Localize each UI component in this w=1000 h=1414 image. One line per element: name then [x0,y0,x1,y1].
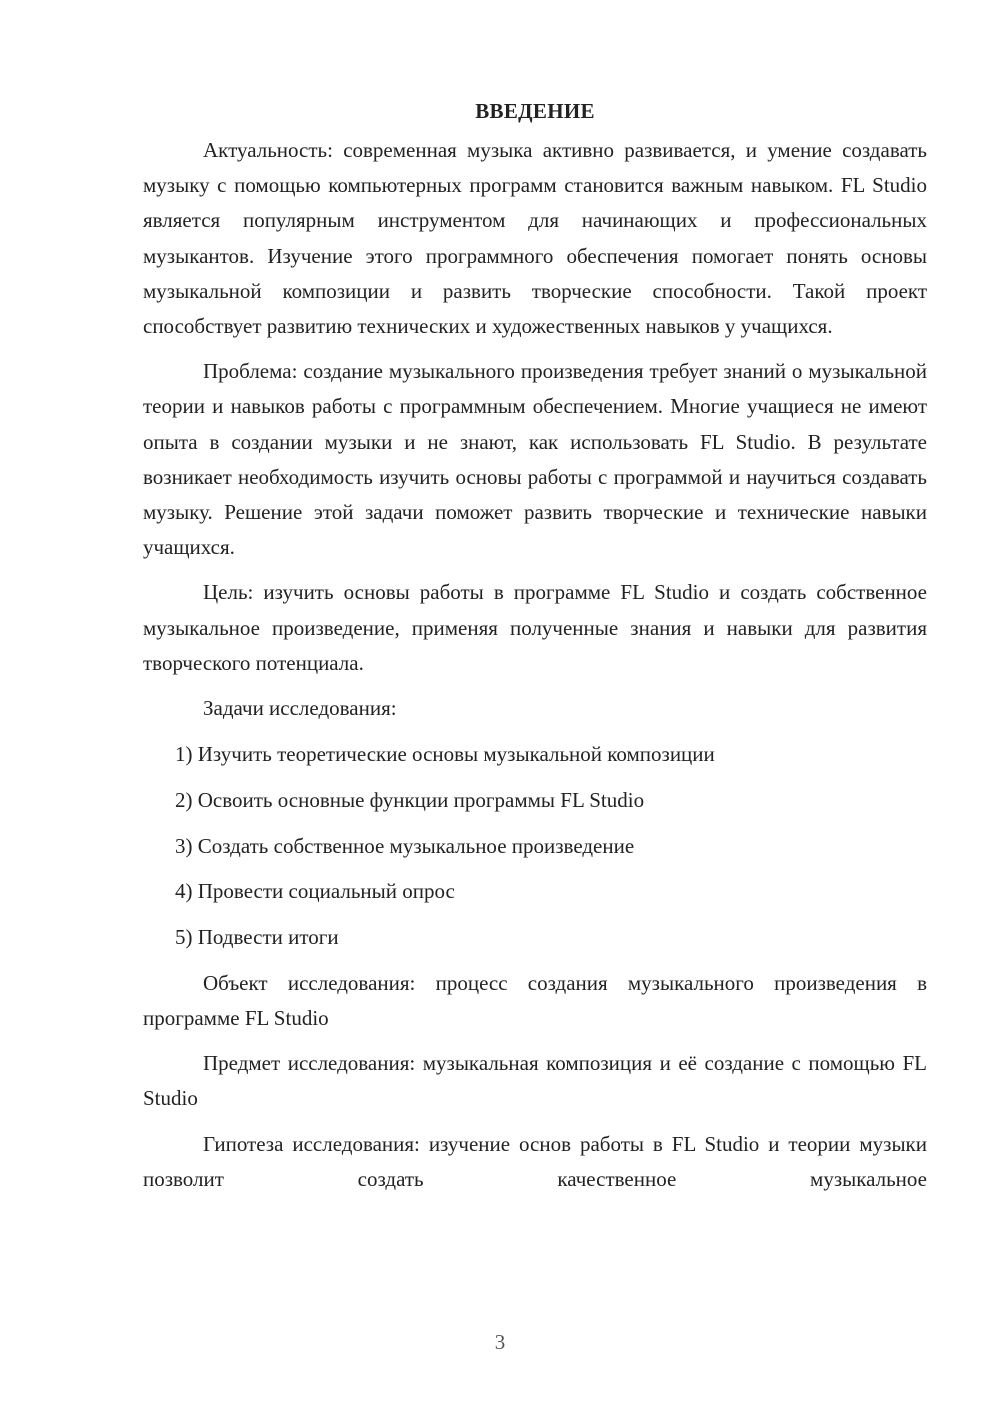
paragraph-hypothesis: Гипотеза исследования: изучение основ работы в FL Studio и теории музыки позволит создать качественное музыкальное [143,1131,927,1191]
page-content [143,94,927,1207]
list-item: 5) Подвести итоги [175,925,339,950]
paragraph-subject: Предмет исследования: музыкальная композиция и её создание с помощью FL Studio [143,1051,927,1111]
list-item: 2) Освоить основные функции программы FL Studio [175,787,645,812]
paragraph-goal: Цель: изучить основы работы в программе FL Studio и создать собственное музыкальное произведение, применяя полученные знания и навыки для развития творческого потенциала. [143,580,927,675]
list-item: 3) Создать собственное музыкальное произведение [175,833,635,858]
tasks-list [143,737,927,955]
list-item: 1) Изучить теоретические основы музыкальной композиции [175,742,715,767]
paragraph-problem: Проблема: создание музыкального произведения требует знаний о музыкальной теории и навыков работы с программным обеспечением. Многие учащиеся не имеют опыта в создании музыки и не знают, как использовать FL Studio. В результате возникает необходимость изучить основы работы с программой и научиться создавать музыку. Решение этой задачи поможет развить творческие и технические навыки учащихся. [143,359,927,560]
page-title: ВВЕДЕНИЕ [475,99,595,123]
paragraph-relevance: Актуальность: современная музыка активно развивается, и умение создавать музыку с помощью компьютерных программ становится важным навыком. FL Studio является популярным инструментом для начинающих и профессиональных музыкантов. Изучение этого программного обеспечения помогает понять основы музыкальной композиции и развить творческие способности. Такой проект способствует развитию технических и художественных навыков у учащихся. [143,138,927,339]
page-number: 3 [494,1330,506,1354]
tasks-heading: Задачи исследования: [203,696,397,721]
paragraph-object: Объект исследования: процесс создания музыкального произведения в программе FL Studio [143,970,927,1030]
list-item: 4) Провести социальный опрос [175,879,455,904]
